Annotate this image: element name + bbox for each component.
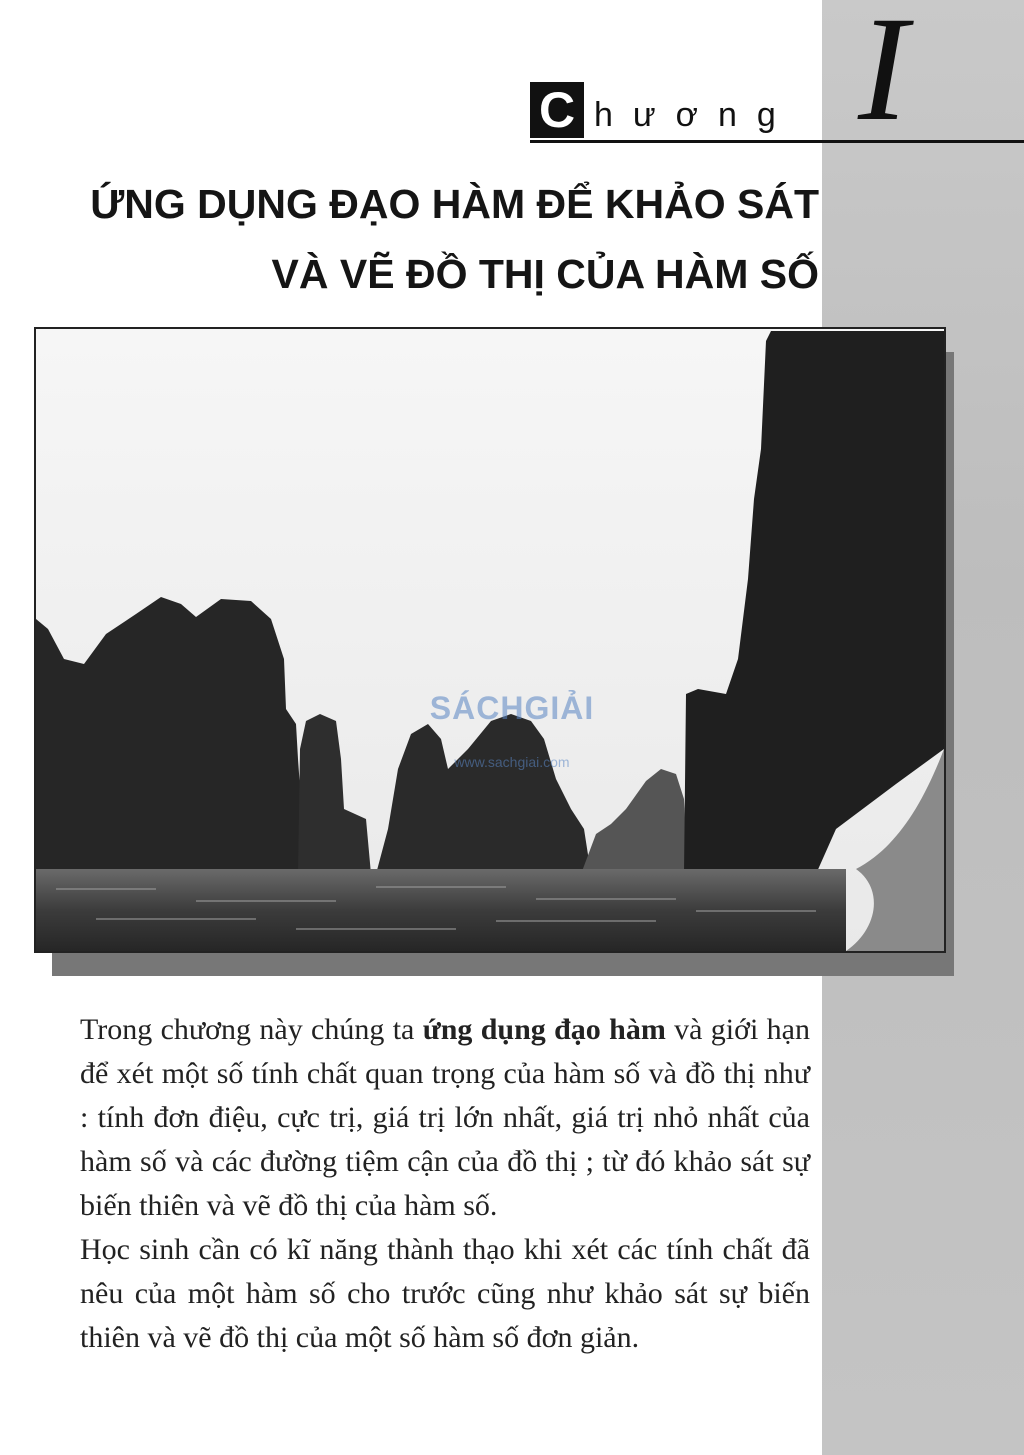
chapter-intro (80, 1008, 810, 1360)
chapter-label: hương (594, 96, 796, 134)
chapter-numeral: I (858, 0, 908, 152)
chapter-divider (530, 140, 1024, 143)
watermark-logo: SÁCHGIẢI (429, 690, 595, 726)
intro-text-1b: và giới hạn để xét một số tính chất quan trọng của hàm số và đồ thị như : tính đơn điệu, cực trị, giá trị lớn nhất, giá trị nhỏ nhất của hàm số và các đường tiệm cận của đồ thị ; từ đó khảo sát sự biến thiên và vẽ đồ thị của hàm số. (80, 1013, 810, 1222)
chapter-initial: C (530, 82, 584, 138)
chapter-title-line-2: VÀ VẼ ĐỒ THỊ CỦA HÀM SỐ (271, 251, 819, 297)
intro-paragraph-2: Học sinh cần có kĩ năng thành thạo khi xét các tính chất đã nêu của một hàm số cho trước cũng như khảo sát sự biến thiên và vẽ đồ thị của một số hàm số đơn giản. (80, 1233, 810, 1354)
intro-paragraph-1 (80, 1008, 810, 1228)
chapter-title-line-1: ỨNG DỤNG ĐẠO HÀM ĐỂ KHẢO SÁT (90, 181, 819, 227)
karst-bay-illustration (36, 329, 944, 951)
watermark-url: www.sachgiai.com (454, 754, 570, 770)
intro-text-1a: Trong chương này chúng ta (80, 1013, 423, 1046)
landscape-photo (34, 327, 946, 953)
intro-emphasis: ứng dụng đạo hàm (422, 1013, 666, 1046)
